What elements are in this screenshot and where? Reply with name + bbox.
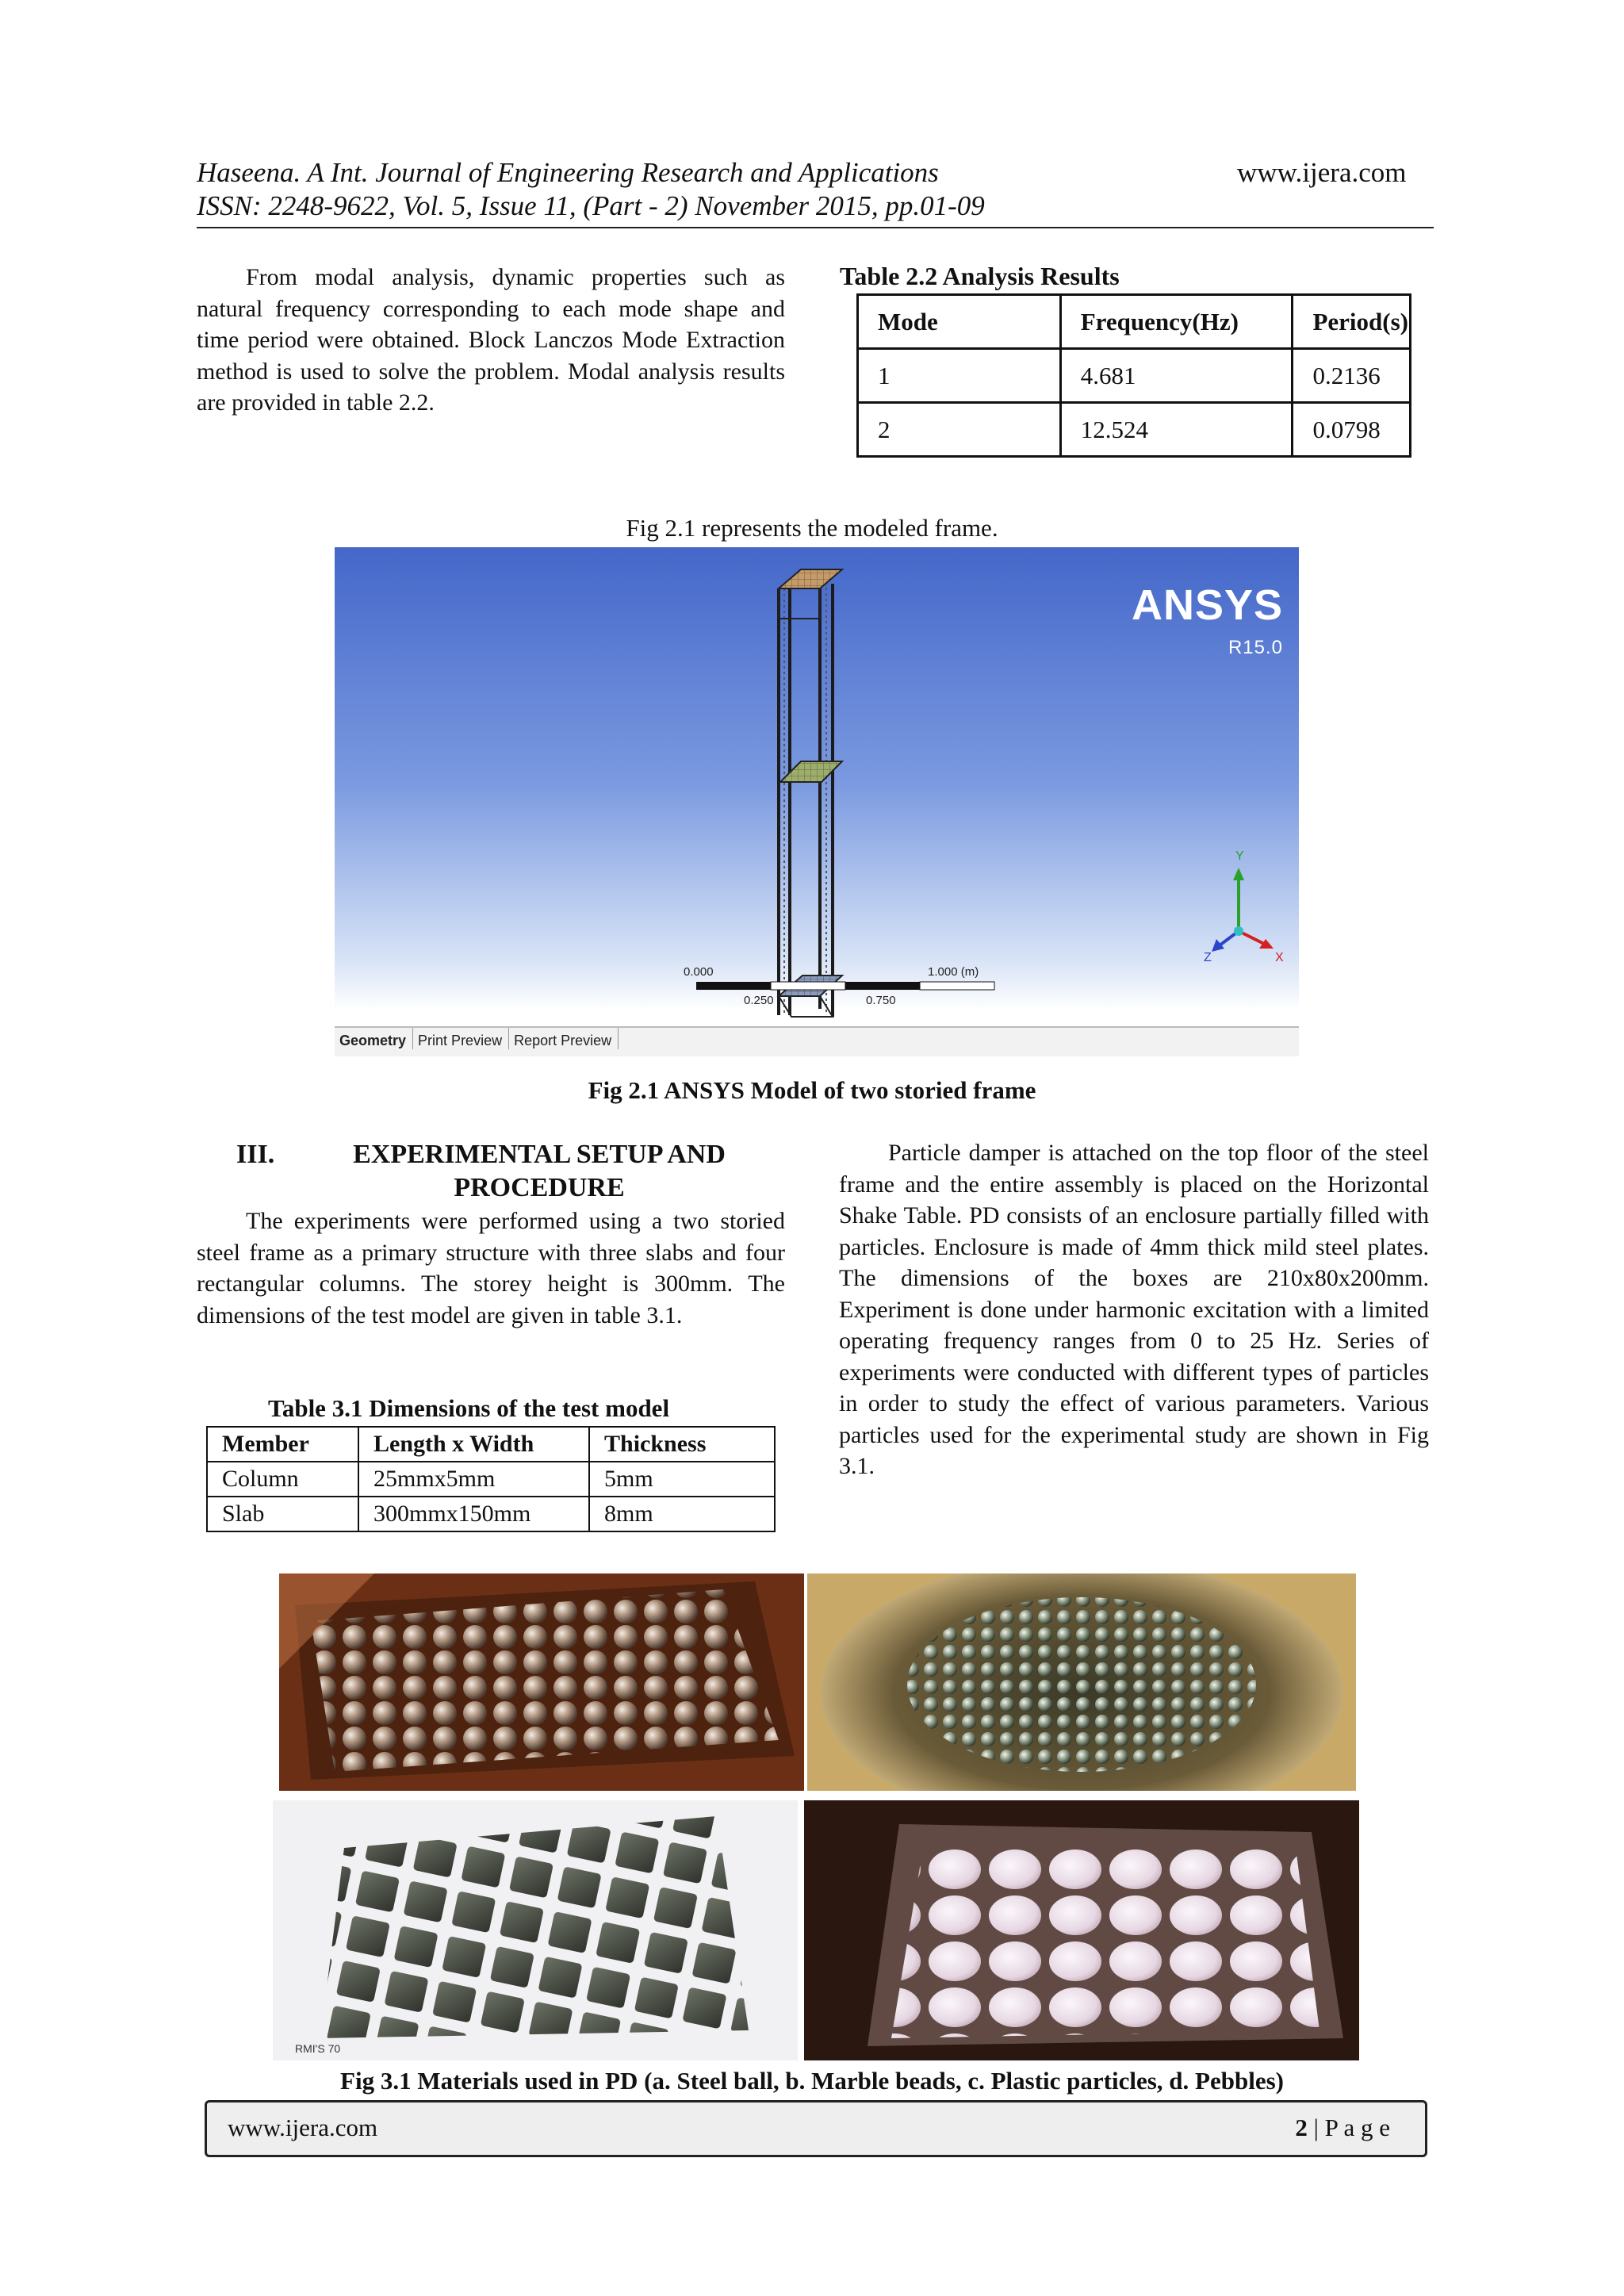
- scale-label: 0.250: [744, 994, 774, 1007]
- page-number: 2: [1295, 2114, 1308, 2141]
- analysis-results-table: [856, 293, 1411, 458]
- tab-geometry[interactable]: Geometry: [335, 1028, 413, 1049]
- ansys-model-figure: [335, 547, 1299, 1074]
- section-title-line2: PROCEDURE: [454, 1173, 625, 1202]
- table-row: [207, 1462, 775, 1497]
- table-row: [858, 403, 1411, 457]
- table-header-cell: Thickness: [589, 1427, 775, 1462]
- table-cell: 300mmx150mm: [358, 1497, 589, 1531]
- axis-label: Y: [1235, 849, 1244, 863]
- table-cell: 12.524: [1060, 403, 1293, 457]
- table-cell: 0.0798: [1293, 403, 1411, 457]
- table-cell: 25mmx5mm: [358, 1462, 589, 1497]
- table-header-cell: Period(s): [1293, 295, 1411, 349]
- page-number-label: [1295, 2114, 1390, 2142]
- table-header-cell: Length x Width: [358, 1427, 589, 1462]
- ansys-version: R15.0: [1228, 637, 1283, 658]
- table-header-cell: Member: [207, 1427, 358, 1462]
- section-title-line1: EXPERIMENTAL SETUP AND: [353, 1140, 726, 1169]
- table-cell: 8mm: [589, 1497, 775, 1531]
- table-cell: 0.2136: [1293, 349, 1411, 403]
- experimental-text: The experiments were performed using a two storied steel frame as a primary structure with three slabs and four rectangular columns. The storey height is 300mm. The dimensions of the test model are given in table 3.1.: [197, 1208, 785, 1328]
- table-row: [207, 1497, 775, 1531]
- footer-website[interactable]: www.ijera.com: [228, 2114, 378, 2141]
- journal-website[interactable]: www.ijera.com: [1237, 157, 1407, 188]
- particle-damper-text: Particle damper is attached on the top floor of the steel frame and the entire assembly is placed on the Horizontal Shake Table. PD consists of an enclosure partially filled with particles. Enclosure is made of 4mm thick mild steel plates. The dimensions of the boxes are 210x80x200mm. Experiment is done under harmonic excitation with a limited operating frequency ranges from 0 to 25 Hz. Series of experiments were conducted with different types of particles in order to study the effect of various parameters. Various particles used for the experimental study are shown in Fig 3.1.: [839, 1140, 1429, 1479]
- ansys-logo-text: ANSYS: [1131, 581, 1283, 629]
- photo-label: RMI'S 70: [295, 2042, 341, 2055]
- table-cell: 4.681: [1060, 349, 1293, 403]
- fig31-caption: Fig 3.1 Materials used in PD (a. Steel ball, b. Marble beads, c. Plastic particles, d. Pebbles): [340, 2067, 1284, 2095]
- modal-analysis-paragraph: [197, 262, 785, 419]
- fig21-caption: Fig 2.1 ANSYS Model of two storied frame: [588, 1076, 1036, 1104]
- table-row: [858, 349, 1411, 403]
- journal-title: Haseena. A Int. Journal of Engineering Research and Applications: [197, 157, 939, 188]
- table-header-cell: Frequency(Hz): [1060, 295, 1293, 349]
- table-cell: 1: [858, 349, 1061, 403]
- tab-report-preview[interactable]: Report Preview: [509, 1028, 619, 1049]
- modal-analysis-text: From modal analysis, dynamic properties such as natural frequency corresponding to each mode shape and time period were obtained. Block Lanczos Mode Extraction method is used to solve the problem. Modal analysis results are provided in table 2.2.: [197, 264, 785, 416]
- frame-model-drawing: [335, 547, 1299, 1074]
- table-cell: Column: [207, 1462, 358, 1497]
- table31-caption: Table 3.1 Dimensions of the test model: [268, 1394, 670, 1422]
- journal-issn: ISSN: 2248-9622, Vol. 5, Issue 11, (Part - 2) November 2015, pp.01-09: [197, 190, 985, 221]
- axis-label: X: [1275, 951, 1284, 964]
- scale-label: 1.000 (m): [928, 965, 979, 979]
- table22-caption: Table 2.2 Analysis Results: [840, 262, 1120, 290]
- fig21-intro: Fig 2.1 represents the modeled frame.: [626, 514, 998, 542]
- ansys-tab-bar: [335, 1026, 1299, 1056]
- table-header-row: [858, 295, 1411, 349]
- dimensions-table: [206, 1426, 776, 1532]
- experimental-paragraph: [197, 1205, 785, 1331]
- axis-label: Z: [1204, 951, 1212, 964]
- particle-damper-paragraph: [839, 1137, 1429, 1482]
- page-footer: [205, 2100, 1427, 2157]
- header-rule: [197, 227, 1434, 228]
- table-cell: 2: [858, 403, 1061, 457]
- page-word: | P a g e: [1313, 2114, 1390, 2141]
- tab-print-preview[interactable]: Print Preview: [413, 1028, 509, 1049]
- table-cell: Slab: [207, 1497, 358, 1531]
- section-number: III.: [236, 1140, 275, 1169]
- scale-label: 0.750: [866, 994, 896, 1007]
- table-header-cell: Mode: [858, 295, 1061, 349]
- coordinate-triad-icon: [1204, 849, 1284, 964]
- marble-beads-photo: [807, 1573, 1356, 1791]
- table-cell: 5mm: [589, 1462, 775, 1497]
- pebbles-photo: [804, 1800, 1359, 2060]
- scale-label: 0.000: [684, 965, 714, 979]
- table-header-row: [207, 1427, 775, 1462]
- plastic-particles-photo: [273, 1800, 798, 2060]
- steel-ball-photo: [279, 1573, 804, 1791]
